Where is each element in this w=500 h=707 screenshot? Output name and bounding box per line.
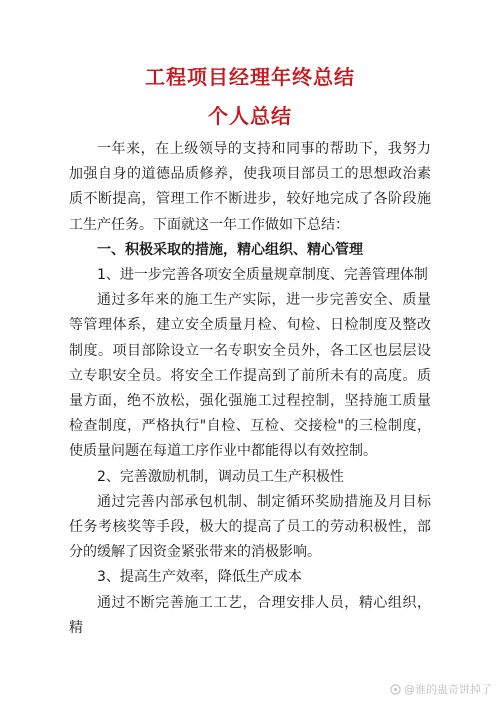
watermark-text: @谁的蛊奇饼掉了 [404,683,492,696]
section-heading: 一、积极采取的措施，精心组织、精心管理 [97,241,363,258]
intro-paragraph: 一年来，在上级领导的支持和同事的帮助下，我努力加强自身的道德品质修养，使我项目部员工的思想政治素质不断提高，管理工作不断进步，较好地完成了各阶段施工生产任务。下面就这一年工作做如下总结： [69,141,431,233]
watermark [390,681,492,697]
item-body-1: 通过多年来的施工生产实际，进一步完善安全、质量等管理体系，建立安全质量月检、旬检、日检制度及整改制度。项目部除设立一名专职安全员外，各工区也层层设立专职安全员。将安全工作提高到了前所未有的高度。质量方面，绝不放松，强化强施工过程控制，坚持施工质量检查制度，严格执行"自检、互检、交接检"的三检制度，使质量问题在每道工序作业中都能得以有效控制。 [69,292,431,460]
document-subtitle: 个人总结 [208,104,292,128]
item-body-2: 通过完善内部承包机制、制定循环奖励措施及月目标任务考核奖等手段，极大的提高了员工的劳动积极性，部分的缓解了因资金紧张带来的消极影响。 [69,493,431,561]
item-heading-2: 2、完善激励机制，调动员工生产积极性 [97,468,344,485]
item-body-3: 通过不断完善施工工艺，合理安排人员，精心组织，精 [69,594,431,636]
item-heading-3: 3、提高生产效率，降低生产成本 [97,569,302,586]
platform-logo-icon [390,684,401,695]
item-heading-1: 1、进一步完善各项安全质量规章制度、完善管理体制 [97,267,428,284]
document-title: 工程项目经理年终总结 [145,65,355,89]
